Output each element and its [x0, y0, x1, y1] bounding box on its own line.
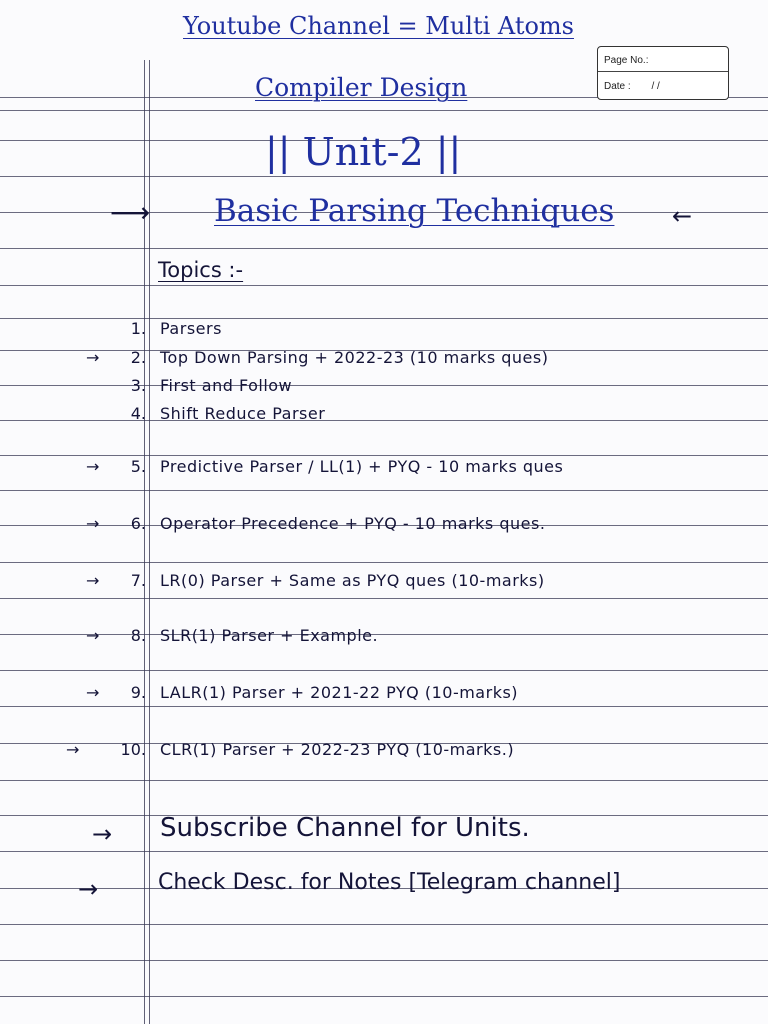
topic-number: 8. — [130, 626, 146, 645]
title-arrow-icon: ⟶ — [110, 196, 151, 229]
topic-item-predictive: Predictive Parser / LL(1) + PYQ - 10 marks ques — [160, 457, 564, 476]
topic-number: 6. — [130, 514, 146, 533]
rule-line — [0, 285, 768, 286]
rule-line — [0, 176, 768, 177]
topic-item-lalr1: LALR(1) Parser + 2021-22 PYQ (10-marks) — [160, 683, 519, 702]
rule-line — [0, 562, 768, 563]
arrow-icon: → — [86, 626, 100, 645]
rule-line — [0, 780, 768, 781]
rule-line — [0, 706, 768, 707]
rule-line — [0, 110, 768, 111]
rule-line — [0, 248, 768, 249]
topic-title: Basic Parsing Techniques — [214, 193, 615, 229]
rule-line — [0, 598, 768, 599]
unit-title: || Unit-2 || — [265, 130, 462, 174]
date-box-divider — [598, 71, 728, 72]
rule-line — [0, 490, 768, 491]
topic-item-first-follow: First and Follow — [160, 376, 293, 395]
rule-line — [0, 851, 768, 852]
channel-title: Youtube Channel = Multi Atoms — [183, 12, 574, 40]
rule-line — [0, 670, 768, 671]
topic-number: 3. — [130, 376, 146, 395]
topic-item-shift-reduce: Shift Reduce Parser — [160, 404, 326, 423]
topic-number: 5. — [130, 457, 146, 476]
topic-number: 4. — [130, 404, 146, 423]
arrow-icon: → — [78, 875, 99, 903]
topic-item-top-down: Top Down Parsing + 2022-23 (10 marks ques) — [160, 348, 549, 367]
rule-line — [0, 455, 768, 456]
topic-item-operator-precedence: Operator Precedence + PYQ - 10 marks ques. — [160, 514, 546, 533]
arrow-icon: → — [92, 820, 113, 848]
subject-title: Compiler Design — [255, 73, 468, 102]
date-label — [604, 81, 660, 92]
topic-item-parsers: Parsers — [160, 319, 222, 338]
arrow-icon: → — [86, 514, 100, 533]
arrow-icon: → — [86, 683, 100, 702]
rule-line — [0, 996, 768, 997]
topic-item-slr1: SLR(1) Parser + Example. — [160, 626, 379, 645]
rule-line — [0, 960, 768, 961]
arrow-icon: → — [86, 457, 100, 476]
left-arrow-icon: ← — [672, 202, 693, 230]
rule-line — [0, 924, 768, 925]
date-label-text: Date : — [604, 81, 631, 92]
subscribe-note: Subscribe Channel for Units. — [160, 813, 530, 843]
date-value: / / — [651, 81, 660, 92]
topic-number: 7. — [130, 571, 146, 590]
topic-number: 2. — [130, 348, 146, 367]
topics-label: Topics :- — [158, 258, 244, 282]
topic-number: 10. — [120, 740, 146, 759]
topic-item-clr1: CLR(1) Parser + 2022-23 PYQ (10-marks.) — [160, 740, 515, 759]
arrow-icon: → — [86, 571, 100, 590]
topic-item-lr0: LR(0) Parser + Same as PYQ ques (10-marks) — [160, 571, 545, 590]
arrow-icon: → — [66, 740, 80, 759]
date-box — [597, 46, 729, 100]
topic-number: 1. — [130, 319, 146, 338]
notes-link-text: Check Desc. for Notes [Telegram channel] — [158, 870, 621, 895]
arrow-icon: → — [86, 348, 100, 367]
page-number-label: Page No.: — [604, 55, 649, 66]
topic-number: 9. — [130, 683, 146, 702]
